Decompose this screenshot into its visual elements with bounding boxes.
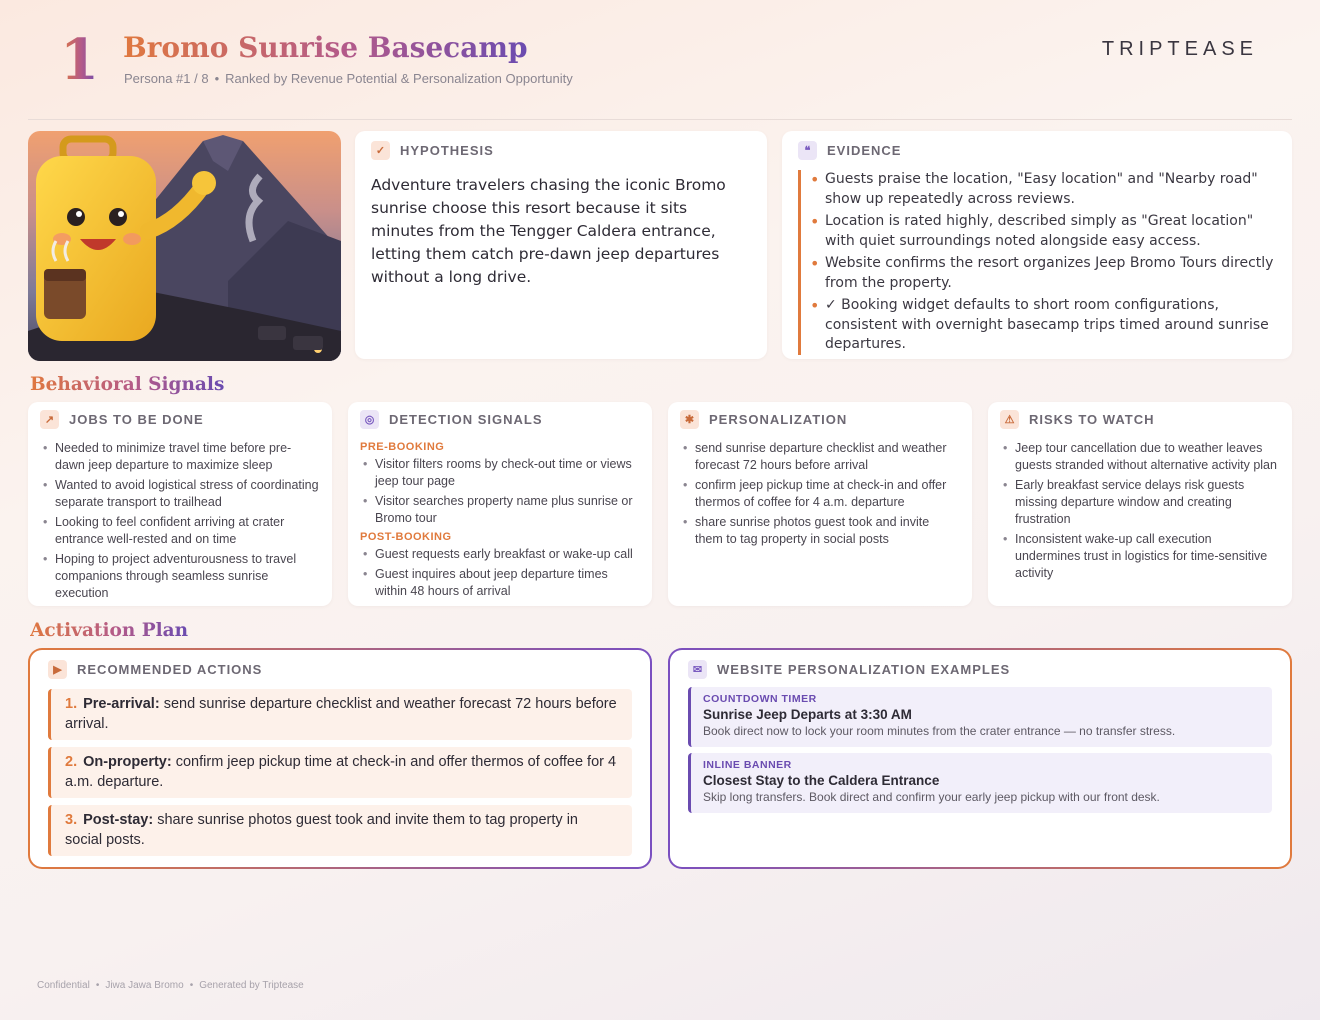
risks-card <box>988 402 1292 606</box>
list-item: • Jeep tour cancellation due to weather leaves guests stranded without alternative activity plan <box>1000 440 1280 474</box>
list-item: • Needed to minimize travel time before pre-dawn jeep departure to maximize sleep <box>40 440 320 474</box>
action-text: share sunrise photos guest took and invite them to tag property in social posts. <box>65 812 578 848</box>
list-item: • Early breakfast service delays risk guests missing departure window and creating frustration <box>1000 477 1280 528</box>
post-booking-list <box>360 546 640 600</box>
examples-header <box>688 660 1272 679</box>
jobs-to-be-done-card <box>28 402 332 606</box>
action-number: 1. <box>65 696 78 712</box>
action-text: confirm jeep pickup time at check-in and offer thermos of coffee for 4 a.m. departure. <box>65 754 617 790</box>
footer-confidential: Confidential <box>37 980 90 991</box>
action-label: Pre-arrival: <box>83 696 160 712</box>
action-label: Post-stay: <box>83 812 154 828</box>
persona-index: Persona #1 / 8 <box>124 71 209 86</box>
personalization-label: PERSONALIZATION <box>709 412 848 427</box>
warning-icon: ⚠ <box>1000 410 1019 429</box>
evidence-item: • Location is rated highly, described simply as "Great location" with quiet surroundings noted alongside easy access. <box>825 212 1276 251</box>
hypothesis-card <box>355 131 767 359</box>
hypothesis-text: Adventure travelers chasing the iconic Bromo sunrise choose this resort because it sits minutes from the Tengger Caldera entrance, letting them catch pre-dawn jeep departures without a long drive. <box>371 176 726 286</box>
evidence-label: EVIDENCE <box>827 143 902 158</box>
pre-booking-list <box>360 456 640 527</box>
action-item <box>48 805 632 856</box>
jobs-label: JOBS TO BE DONE <box>69 412 204 427</box>
example-item <box>688 753 1272 813</box>
quote-icon: ❝ <box>798 141 817 160</box>
pre-booking-label: PRE-BOOKING <box>360 441 445 453</box>
footer-property: Jiwa Jawa Bromo <box>105 980 184 991</box>
actions-list <box>48 689 632 856</box>
play-icon: ▶ <box>48 660 67 679</box>
example-item <box>688 687 1272 747</box>
website-personalization-card <box>668 648 1292 869</box>
list-item: • Inconsistent wake-up call execution undermines trust in logistics for time-sensitive activity <box>1000 531 1280 582</box>
detection-label: DETECTION SIGNALS <box>389 412 543 427</box>
evidence-item: • Website confirms the resort organizes Jeep Bromo Tours directly from the property. <box>825 254 1276 293</box>
page-title: Bromo Sunrise Basecamp <box>123 31 528 64</box>
list-item: • Looking to feel confident arriving at crater entrance well-rested and on time <box>40 514 320 548</box>
list-item: • confirm jeep pickup time at check-in and offer thermos of coffee for 4 a.m. departure <box>680 477 960 511</box>
list-item: • send sunrise departure checklist and weather forecast 72 hours before arrival <box>680 440 960 474</box>
footer-generated: Generated by Triptease <box>199 980 304 991</box>
examples-list <box>688 687 1272 813</box>
list-item: • share sunrise photos guest took and invite them to tag property in social posts <box>680 514 960 548</box>
evidence-header <box>798 141 1276 160</box>
detection-header <box>360 410 640 429</box>
actions-label: RECOMMENDED ACTIONS <box>77 662 263 677</box>
personalization-card <box>668 402 972 606</box>
brand-logo: TRIPTEASE <box>1101 38 1258 60</box>
footer: Confidential • Jiwa Jawa Bromo • Generated by Triptease <box>37 980 304 991</box>
example-description: Skip long transfers. Book direct and confirm your early jeep pickup with our front desk. <box>703 790 1160 804</box>
actions-header <box>48 660 632 679</box>
persona-illustration <box>28 131 341 361</box>
risks-list <box>1000 440 1280 582</box>
sparkle-icon: ✱ <box>680 410 699 429</box>
persona-rank: 1 <box>60 27 99 93</box>
action-number: 3. <box>65 812 78 828</box>
list-item: • Guest inquires about jeep departure times within 48 hours of arrival <box>360 566 640 600</box>
jobs-list <box>40 440 320 602</box>
example-tag: COUNTDOWN TIMER <box>703 693 817 705</box>
ranking-note: Ranked by Revenue Potential & Personalization Opportunity <box>225 71 573 86</box>
example-headline: Sunrise Jeep Departs at 3:30 AM <box>703 707 912 722</box>
action-item <box>48 747 632 798</box>
risks-label: RISKS TO WATCH <box>1029 412 1155 427</box>
evidence-item: • ✓ Booking widget defaults to short room configurations, consistent with overnight basecamp trips timed around sunrise departures. <box>825 296 1276 355</box>
list-item: • Guest requests early breakfast or wake-up call <box>360 546 640 563</box>
target-icon: ◎ <box>360 410 379 429</box>
examples-label: WEBSITE PERSONALIZATION EXAMPLES <box>717 662 1011 677</box>
evidence-list <box>798 170 1276 355</box>
personalization-list <box>680 440 960 548</box>
action-number: 2. <box>65 754 78 770</box>
header-divider <box>28 119 1292 120</box>
page-subtitle: Persona #1 / 8 • Ranked by Revenue Potential & Personalization Opportunity <box>124 71 573 86</box>
evidence-item: • Guests praise the location, "Easy location" and "Nearby road" show up repeatedly across reviews. <box>825 170 1276 209</box>
post-booking-label: POST-BOOKING <box>360 531 452 543</box>
list-item: • Visitor searches property name plus sunrise or Bromo tour <box>360 493 640 527</box>
personalization-header <box>680 410 960 429</box>
action-item <box>48 689 632 740</box>
hypothesis-label: HYPOTHESIS <box>400 143 494 158</box>
list-item: • Hoping to project adventurousness to travel companions through seamless sunrise execution <box>40 551 320 602</box>
check-icon: ✓ <box>371 141 390 160</box>
action-label: On-property: <box>83 754 172 770</box>
hypothesis-header <box>371 141 751 160</box>
jobs-header <box>40 410 320 429</box>
detection-signals-card <box>348 402 652 606</box>
risks-header <box>1000 410 1280 429</box>
recommended-actions-card <box>28 648 652 869</box>
behavioral-signals-title: Behavioral Signals <box>30 374 225 395</box>
example-headline: Closest Stay to the Caldera Entrance <box>703 773 940 788</box>
activation-plan-title: Activation Plan <box>30 620 189 641</box>
evidence-card <box>782 131 1292 359</box>
mail-icon: ✉ <box>688 660 707 679</box>
example-tag: INLINE BANNER <box>703 759 792 771</box>
arrow-up-right-icon: ↗ <box>40 410 59 429</box>
example-description: Book direct now to lock your room minutes from the crater entrance — no transfer stress. <box>703 724 1176 738</box>
list-item: • Visitor filters rooms by check-out time or views jeep tour page <box>360 456 640 490</box>
action-text: send sunrise departure checklist and weather forecast 72 hours before arrival. <box>65 696 617 732</box>
list-item: • Wanted to avoid logistical stress of coordinating separate transport to trailhead <box>40 477 320 511</box>
